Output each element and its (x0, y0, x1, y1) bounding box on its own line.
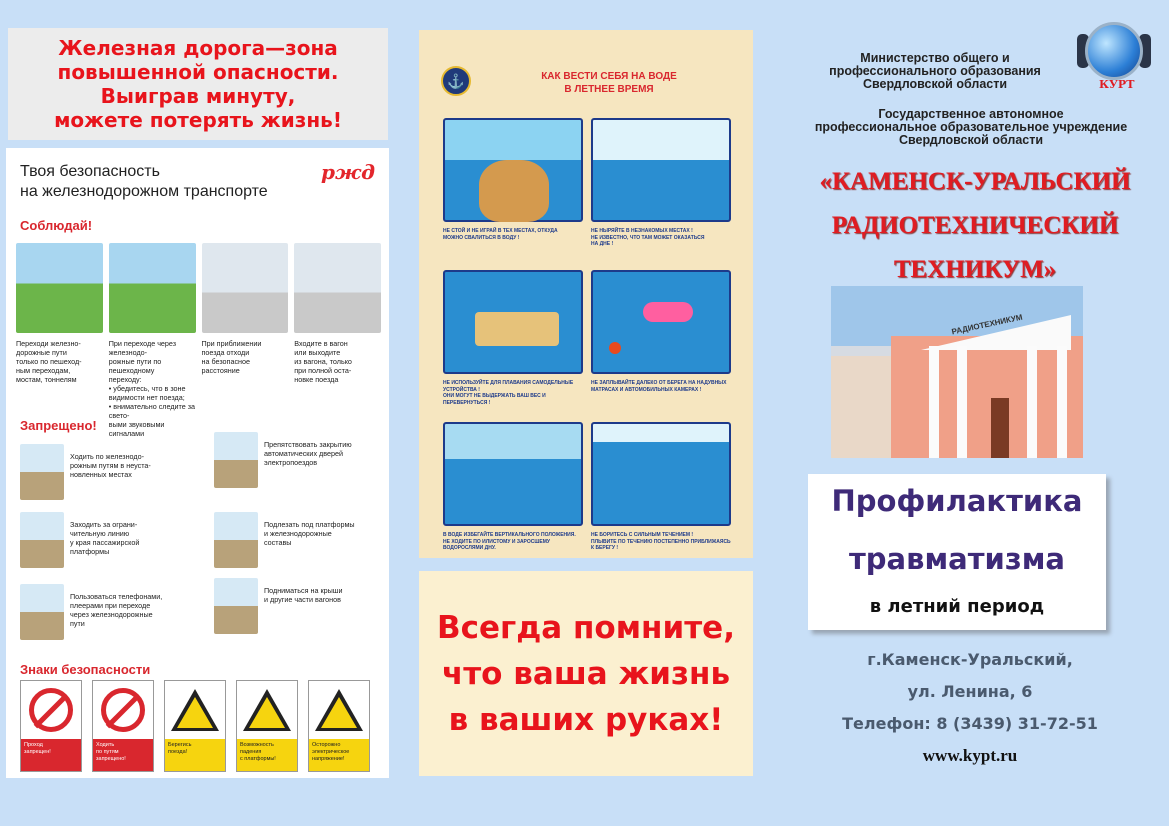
forbidden-illustration (20, 444, 64, 500)
buoy-shape (609, 342, 621, 354)
rzd-logo: ржд (320, 160, 375, 184)
building-sign: РАДИОТЕХНИКУМ (950, 312, 1024, 337)
college-name: «КАМЕНСК-УРАЛЬСКИЙ РАДИОТЕХНИЧЕСКИЙ ТЕХНИКУМ» (819, 168, 1131, 283)
beware-train-sign (164, 680, 226, 772)
water-caption: НЕ ЗАПЛЫВАЙТЕ ДАЛЕКО ОТ БЕРЕГА НА НАДУВНЫХ МАТРАСАХ И АВТОМОБИЛЬНЫХ КАМЕРАХ ! (591, 380, 727, 393)
poster-title: Твоя безопасность на железнодорожном транспорте (20, 163, 268, 200)
forbidden-illustration (20, 584, 64, 640)
building-column (1057, 346, 1067, 458)
warning-triangle-icon (243, 689, 291, 731)
ministry-heading: Министерство общего и профессионального образования Свердловской области (829, 51, 1041, 91)
forbidden-item-text: Заходить за ограни- чительную линию у края пассажирской платформы (70, 520, 140, 556)
forbidden-illustration (20, 512, 64, 568)
water-panel (443, 118, 583, 222)
observe-item-text: Переходи железно- дорожные пути только по пешеход- ным переходам, мостам, тоннелям (16, 339, 82, 384)
logo-label: КУРТ (1099, 78, 1135, 91)
platform-fall-sign (236, 680, 298, 772)
water-panel (443, 270, 583, 374)
phone-number: Телефон: 8 (3439) 31-72-51 (842, 714, 1098, 733)
forbidden-item (20, 512, 200, 568)
observe-list (16, 243, 381, 438)
track-illustration (109, 243, 196, 333)
water-caption: НЕ СТОЙ И НЕ ИГРАЙ В ТЕХ МЕСТАХ, ОТКУДА МОЖНО СВАЛИТЬСЯ В ВОДУ ! (443, 228, 558, 241)
topic-box (808, 474, 1106, 630)
prohibition-icon (29, 688, 73, 732)
website-link[interactable]: www.kypt.ru (922, 746, 1018, 765)
high-voltage-icon (315, 689, 363, 731)
building-facade (891, 336, 1083, 458)
forbidden-item-text: Подлезать под платформы и железнодорожные составы (264, 520, 355, 547)
water-poster-title: КАК ВЕСТИ СЕБЯ НА ВОДЕ В ЛЕТНЕЕ ВРЕМЯ (541, 71, 677, 95)
sign-caption: Возможность падения с платформы! (237, 739, 297, 771)
forbidden-item (20, 444, 200, 500)
forbidden-item-text: Пользоваться телефонами, плеерами при переходе через железнодорожные пути (70, 592, 163, 628)
forbidden-item (214, 578, 389, 634)
raft-shape (475, 312, 559, 346)
forbidden-item-text: Подниматься на крыши и другие части вагонов (264, 586, 343, 604)
observe-item (109, 243, 196, 438)
forbidden-item (20, 584, 200, 640)
forbidden-heading: Запрещено! (20, 418, 97, 433)
address-street: ул. Ленина, 6 (907, 682, 1033, 701)
observe-heading: Соблюдай! (20, 218, 93, 233)
railway-warning-box (8, 28, 388, 140)
college-building-photo (831, 286, 1083, 458)
observe-item-text: Входите в вагон или выходите из вагона, только при полной оста- новке поезда (294, 339, 352, 384)
signs-heading: Знаки безопасности (20, 662, 151, 677)
water-caption: НЕ ИСПОЛЬЗУЙТЕ ДЛЯ ПЛАВАНИЯ САМОДЕЛЬНЫЕ УСТРОЙСТВА ! ОНИ МОГУТ НЕ ВЫДЕРЖАТЬ ВАШ ВЕС И ПЕРЕВЕРНУТЬСЯ ! (443, 380, 574, 406)
water-panel (591, 270, 731, 374)
observe-item (16, 243, 103, 438)
forbidden-illustration (214, 578, 258, 634)
water-panel (591, 422, 731, 526)
kurt-logo (1073, 18, 1155, 96)
warning-triangle-icon (171, 689, 219, 731)
globe-icon (1085, 22, 1143, 80)
topic-title-line1: Профилактика (831, 484, 1083, 518)
forbidden-item (214, 512, 389, 568)
mattress-shape (643, 302, 693, 322)
forbidden-item-text: Препятствовать закрытию автоматических дверей электропоездов (264, 440, 352, 467)
crossing-illustration (16, 243, 103, 333)
forbidden-item-text: Ходить по железнодо- рожным путям в неуста- новленных местах (70, 452, 151, 479)
railway-warning-text: Железная дорога—зона повышенной опасности. Выиграв минуту, можете потерять жизнь! (54, 36, 342, 132)
railway-safety-poster (6, 148, 389, 778)
sign-caption: Осторожно электрическое напряжение! (309, 739, 369, 771)
forbidden-illustration (214, 512, 258, 568)
water-safety-poster (419, 30, 753, 558)
water-panel (591, 118, 731, 222)
institution-heading: Государственное автономное профессиональное образовательное учреждение Свердловской области (814, 107, 1128, 147)
no-passage-sign (20, 680, 82, 772)
water-caption: В ВОДЕ ИЗБЕГАЙТЕ ВЕРТИКАЛЬНОГО ПОЛОЖЕНИЯ. НЕ ХОДИТЕ ПО ИЛИСТОМУ И ЗАРОСШЕМУ ВОДОРОСЛЯМИ ДНУ. (443, 532, 576, 551)
forbidden-item (214, 432, 389, 488)
water-caption: НЕ БОРИТЕСЬ С СИЛЬНЫМ ТЕЧЕНИЕМ ! ПЛЫВИТЕ ПО ТЕЧЕНИЮ ПОСТЕПЕННО ПРИБЛИЖАЯСЬ К БЕРЕГУ ! (591, 532, 731, 551)
topic-subtitle: в летний период (869, 596, 1045, 617)
sign-caption: Берегись поезда! (165, 739, 225, 771)
observe-item-text: При приближении поезда отходи на безопасное расстояние (201, 339, 262, 375)
cliff-shape (479, 160, 549, 222)
electric-voltage-sign (308, 680, 370, 772)
remember-box (419, 571, 753, 776)
sign-caption: Ходить по путям запрещено! (93, 739, 153, 771)
building-door (991, 398, 1009, 458)
remember-text: Всегда помните, что ваша жизнь в ваших руках! (437, 609, 735, 738)
building-column (957, 346, 967, 458)
observe-item (294, 243, 381, 438)
no-track-walking-sign (92, 680, 154, 772)
wagon-illustration (294, 243, 381, 333)
safety-signs (20, 680, 370, 772)
building-column (929, 346, 939, 458)
sign-caption: Проход запрещен! (21, 739, 81, 771)
water-panel (443, 422, 583, 526)
observe-item-text: При переходе через железнодо- рожные пути по пешеходному переходу: • убедитесь, что в зоне видимости нет поезда; • внимательно следите за свето- выми звуковыми сигналами (108, 339, 196, 438)
prohibition-icon (101, 688, 145, 732)
anchor-icon: ⚓ (441, 66, 471, 96)
water-caption: НЕ НЫРЯЙТЕ В НЕЗНАКОМЫХ МЕСТАХ ! НЕ ИЗВЕСТНО, ЧТО ТАМ МОЖЕТ ОКАЗАТЬСЯ НА ДНЕ ! (591, 228, 705, 247)
train-illustration (202, 243, 289, 333)
observe-item (202, 243, 289, 438)
building-column (1027, 346, 1037, 458)
address-city: г.Каменск-Уральский, (867, 650, 1073, 669)
forbidden-illustration (214, 432, 258, 488)
topic-title-line2: травматизма (848, 542, 1065, 576)
